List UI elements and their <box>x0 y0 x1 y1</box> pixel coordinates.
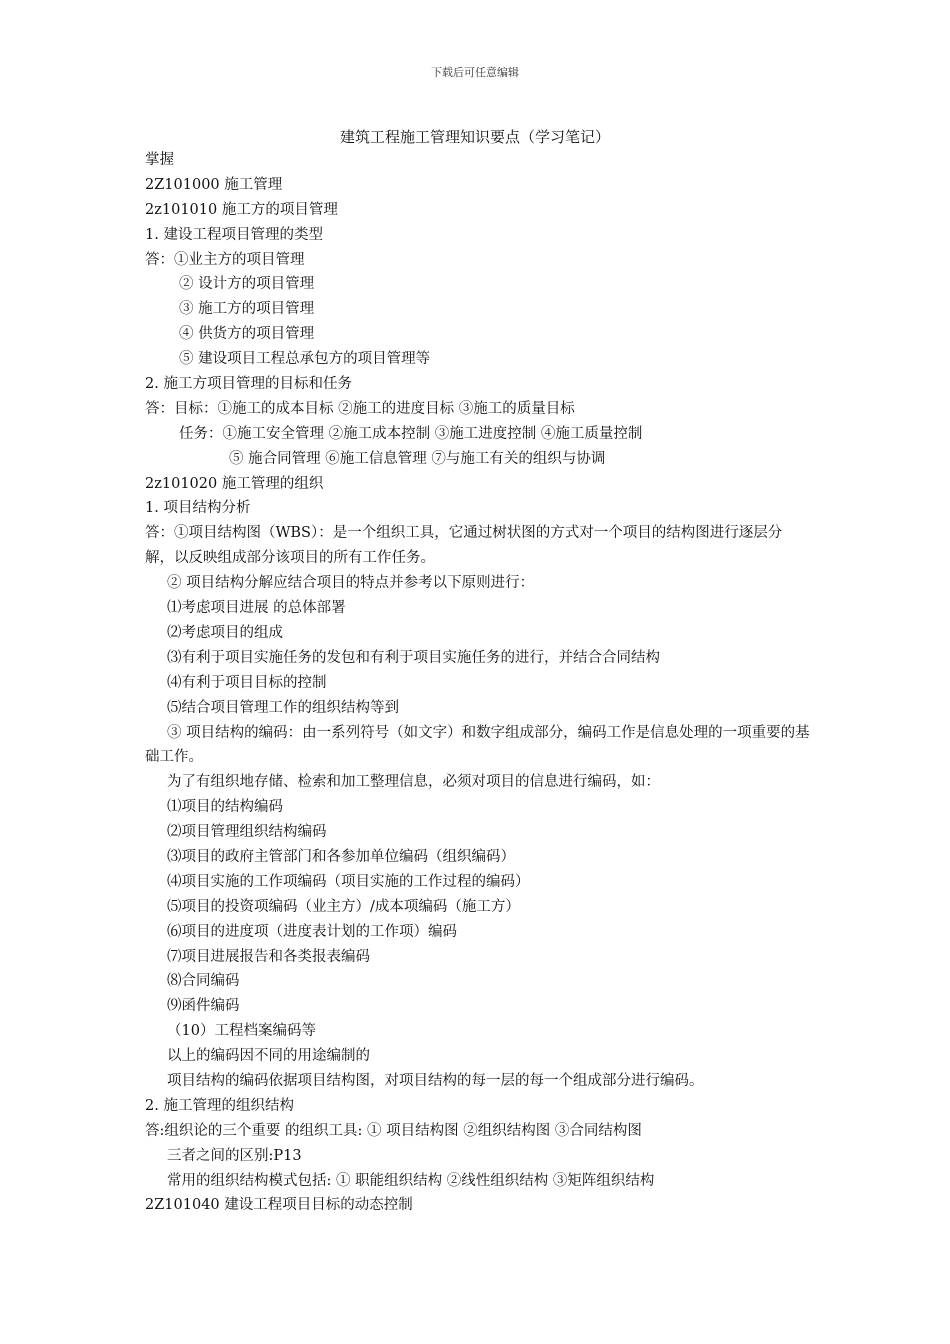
answer-paragraph: ③ 项目结构的编码：由一系列符号（如文字）和数字组成部分，编码工作是信息处理的一项重要的基础工作。 <box>145 724 810 766</box>
list-item: ⑶有利于项目实施任务的发包和有利于项目实施任务的进行，并结合合同结构 <box>167 649 660 666</box>
list-item: ⑷项目实施的工作项编码（项目实施的工作过程的编码） <box>167 873 530 890</box>
answer-line: 答：①业主方的项目管理 <box>145 251 305 268</box>
answer-line: 答:组织论的三个重要 的组织工具: ① 项目结构图 ②组织结构图 ③合同结构图 <box>145 1122 642 1139</box>
text-line: 为了有组织地存储、检索和加工整理信息，必须对项目的信息进行编码，如： <box>167 774 660 791</box>
list-item: ⑹项目的进度项（进度表计划的工作项）编码 <box>167 923 457 940</box>
list-item: ⑷有利于项目目标的控制 <box>167 674 327 691</box>
list-item: ⑴项目的结构编码 <box>167 799 283 816</box>
list-item: ⑸结合项目管理工作的组织结构等到 <box>167 699 399 716</box>
list-item: ⑸项目的投资项编码（业主方）/成本项编码（施工方） <box>167 898 520 915</box>
answer-item: ⑤ 建设项目工程总承包方的项目管理等 <box>179 351 431 368</box>
answer-line: 答：目标：①施工的成本目标 ②施工的进度目标 ③施工的质量目标 <box>145 400 575 417</box>
section-code: 2Z101000 施工管理 <box>145 176 283 193</box>
question-heading: 1. 项目结构分析 <box>145 500 251 517</box>
section-code: 2z101010 施工方的项目管理 <box>145 201 338 218</box>
list-item: ⑺项目进展报告和各类报表编码 <box>167 948 370 965</box>
list-item: ⑵项目管理组织结构编码 <box>167 824 327 841</box>
page-header: 下载后可任意编辑 <box>431 66 519 79</box>
answer-item: ⑤ 施合同管理 ⑥施工信息管理 ⑦与施工有关的组织与协调 <box>229 450 606 467</box>
answer-item: ③ 施工方的项目管理 <box>179 301 315 318</box>
document-body <box>145 148 810 1218</box>
list-item: ⑶项目的政府主管部门和各参加单位编码（组织编码） <box>167 849 515 865</box>
list-item: ⑻合同编码 <box>167 973 240 990</box>
answer-item: ② 设计方的项目管理 <box>179 276 315 293</box>
answer-item: ② 项目结构分解应结合项目的特点并参考以下原则进行： <box>167 575 535 592</box>
section-code: 2Z101040 建设工程项目目标的动态控制 <box>145 1197 413 1214</box>
section-code: 2z101020 施工管理的组织 <box>145 475 324 492</box>
question-heading: 2. 施工方项目管理的目标和任务 <box>145 376 352 393</box>
text-line: 掌握 <box>145 152 174 168</box>
text-line: 项目结构的编码依据项目结构图，对项目结构的每一层的每一个组成部分进行编码。 <box>167 1073 704 1090</box>
list-item: ⑵考虑项目的组成 <box>167 624 283 641</box>
document-title: 建筑工程施工管理知识要点（学习笔记） <box>339 128 610 146</box>
text-line: 以上的编码因不同的用途编制的 <box>167 1048 370 1065</box>
list-item: ⑼函件编码 <box>167 998 240 1015</box>
answer-item: 任务：①施工安全管理 ②施工成本控制 ③施工进度控制 ④施工质量控制 <box>179 425 643 442</box>
answer-item: 三者之间的区别:P13 <box>167 1147 302 1164</box>
question-heading: 2. 施工管理的组织结构 <box>145 1097 294 1114</box>
list-item: ⑴考虑项目进展 的总体部署 <box>167 600 346 617</box>
question-heading: 1. 建设工程项目管理的类型 <box>145 226 323 243</box>
list-item: （10）工程档案编码等 <box>167 1023 316 1040</box>
answer-paragraph: 答：①项目结构图（WBS）：是一个组织工具，它通过树状图的方式对一个项目的结构图进行逐层分解，以反映组成部分该项目的所有工作任务。 <box>145 525 783 567</box>
answer-item: 常用的组织结构模式包括: ① 职能组织结构 ②线性组织结构 ③矩阵组织结构 <box>167 1172 655 1189</box>
answer-item: ④ 供货方的项目管理 <box>179 326 315 343</box>
